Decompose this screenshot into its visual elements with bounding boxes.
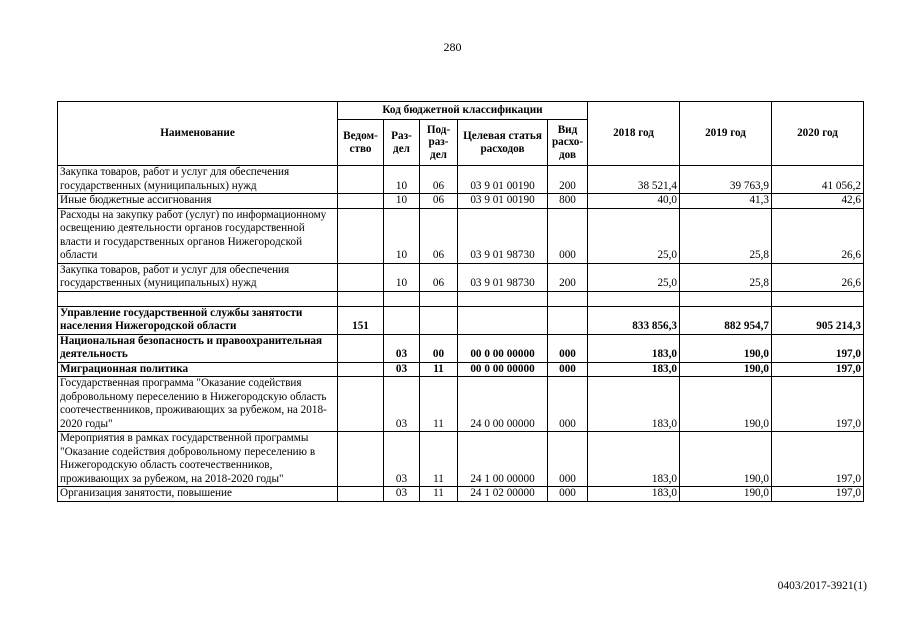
- header-expense-type: Вид расхо-дов: [548, 120, 588, 166]
- row-expense-type: 000: [548, 362, 588, 377]
- row-target-article: 03 9 01 00190: [458, 166, 548, 194]
- header-name: Наименование: [58, 102, 338, 166]
- row-vedomstvo: [338, 194, 384, 209]
- row-2020: 42,6: [772, 194, 864, 209]
- row-podrazdel: 11: [420, 362, 458, 377]
- row-target-article: 03 9 01 98730: [458, 263, 548, 291]
- row-podrazdel: 06: [420, 166, 458, 194]
- row-target-article: 24 1 02 00000: [458, 487, 548, 502]
- row-2019: 25,8: [680, 208, 772, 263]
- row-name: Закупка товаров, работ и услуг для обеспечения государственных (муниципальных) нужд: [58, 263, 338, 291]
- budget-table: [57, 101, 864, 502]
- row-podrazdel: 11: [420, 432, 458, 487]
- row-razdel: 03: [384, 334, 420, 362]
- row-2018: 183,0: [588, 334, 680, 362]
- row-2018: 25,0: [588, 263, 680, 291]
- table-row: [58, 362, 864, 377]
- row-2020: 197,0: [772, 334, 864, 362]
- table-row: [58, 334, 864, 362]
- table-row: [58, 487, 864, 502]
- row-expense-type: 000: [548, 208, 588, 263]
- row-razdel: 10: [384, 208, 420, 263]
- row-2018: 38 521,4: [588, 166, 680, 194]
- row-razdel: 03: [384, 432, 420, 487]
- row-podrazdel: 00: [420, 334, 458, 362]
- row-vedomstvo: 151: [338, 306, 384, 334]
- row-target-article: 03 9 01 00190: [458, 194, 548, 209]
- row-podrazdel: 06: [420, 194, 458, 209]
- row-2019: 190,0: [680, 362, 772, 377]
- row-vedomstvo: [338, 208, 384, 263]
- row-name: Мероприятия в рамках государственной программы "Оказание содействия добровольному переселению в Нижегородскую область соотечественников, проживающих за рубежом, на 2018-2020 годы": [58, 432, 338, 487]
- row-2020: 26,6: [772, 263, 864, 291]
- row-podrazdel: 11: [420, 377, 458, 432]
- row-2020: 41 056,2: [772, 166, 864, 194]
- row-2018: 183,0: [588, 377, 680, 432]
- table-row: [58, 432, 864, 487]
- row-expense-type: 000: [548, 334, 588, 362]
- table-row: [58, 194, 864, 209]
- row-vedomstvo: [338, 334, 384, 362]
- row-razdel: 10: [384, 194, 420, 209]
- header-2019: 2019 год: [680, 102, 772, 166]
- header-2018: 2018 год: [588, 102, 680, 166]
- row-2020: 905 214,3: [772, 306, 864, 334]
- header-2020: 2020 год: [772, 102, 864, 166]
- row-name: Расходы на закупку работ (услуг) по информационному освещению деятельности органов государственной власти и государственных органов Нижегородской области: [58, 208, 338, 263]
- table-row: [58, 263, 864, 291]
- row-razdel: 03: [384, 362, 420, 377]
- header-target-article: Целевая статья расходов: [458, 120, 548, 166]
- row-target-article: [458, 306, 548, 334]
- row-2019: 190,0: [680, 487, 772, 502]
- row-2019: 41,3: [680, 194, 772, 209]
- row-razdel: 10: [384, 263, 420, 291]
- row-expense-type: 200: [548, 263, 588, 291]
- header-kbk: Код бюджетной классификации: [338, 102, 588, 120]
- row-2019: 882 954,7: [680, 306, 772, 334]
- row-expense-type: 000: [548, 377, 588, 432]
- row-expense-type: 200: [548, 166, 588, 194]
- row-podrazdel: 11: [420, 487, 458, 502]
- row-podrazdel: 06: [420, 263, 458, 291]
- row-vedomstvo: [338, 166, 384, 194]
- row-vedomstvo: [338, 377, 384, 432]
- row-vedomstvo: [338, 432, 384, 487]
- row-target-article: 03 9 01 98730: [458, 208, 548, 263]
- header-podrazdel: Под-раз-дел: [420, 120, 458, 166]
- row-target-article: 00 0 00 00000: [458, 334, 548, 362]
- row-name: Организация занятости, повышение: [58, 487, 338, 502]
- row-vedomstvo: [338, 263, 384, 291]
- row-2020: 197,0: [772, 432, 864, 487]
- row-podrazdel: [420, 306, 458, 334]
- document-code: 0403/2017-3921(1): [777, 580, 867, 592]
- row-vedomstvo: [338, 487, 384, 502]
- row-target-article: 24 1 00 00000: [458, 432, 548, 487]
- row-2018: 183,0: [588, 432, 680, 487]
- row-2020: 197,0: [772, 362, 864, 377]
- row-name: Закупка товаров, работ и услуг для обеспечения государственных (муниципальных) нужд: [58, 166, 338, 194]
- row-2019: 190,0: [680, 377, 772, 432]
- row-vedomstvo: [338, 362, 384, 377]
- row-2018: 833 856,3: [588, 306, 680, 334]
- row-expense-type: 000: [548, 487, 588, 502]
- row-2019: 190,0: [680, 432, 772, 487]
- row-target-article: 24 0 00 00000: [458, 377, 548, 432]
- row-2018: 25,0: [588, 208, 680, 263]
- row-razdel: [384, 306, 420, 334]
- row-name: Национальная безопасность и правоохранительная деятельность: [58, 334, 338, 362]
- table-row: [58, 377, 864, 432]
- table-row: [58, 208, 864, 263]
- row-name: Иные бюджетные ассигнования: [58, 194, 338, 209]
- table-row: [58, 306, 864, 334]
- empty-row: [58, 291, 864, 306]
- row-2018: 40,0: [588, 194, 680, 209]
- row-name: Миграционная политика: [58, 362, 338, 377]
- row-razdel: 10: [384, 166, 420, 194]
- row-podrazdel: 06: [420, 208, 458, 263]
- row-2018: 183,0: [588, 362, 680, 377]
- row-target-article: 00 0 00 00000: [458, 362, 548, 377]
- row-2019: 39 763,9: [680, 166, 772, 194]
- row-2019: 25,8: [680, 263, 772, 291]
- row-2019: 190,0: [680, 334, 772, 362]
- header-razdel: Раз-дел: [384, 120, 420, 166]
- header-vedomstvo: Ведом-ство: [338, 120, 384, 166]
- row-name: Государственная программа "Оказание содействия добровольному переселению в Нижегородскую область соотечественников, проживающих за рубежом, на 2018-2020 годы": [58, 377, 338, 432]
- row-2020: 197,0: [772, 487, 864, 502]
- row-2020: 197,0: [772, 377, 864, 432]
- page-number: 280: [443, 40, 462, 54]
- row-2020: 26,6: [772, 208, 864, 263]
- table-row: [58, 166, 864, 194]
- row-razdel: 03: [384, 377, 420, 432]
- row-expense-type: [548, 306, 588, 334]
- row-2018: 183,0: [588, 487, 680, 502]
- row-expense-type: 800: [548, 194, 588, 209]
- row-razdel: 03: [384, 487, 420, 502]
- row-expense-type: 000: [548, 432, 588, 487]
- row-name: Управление государственной службы занятости населения Нижегородской области: [58, 306, 338, 334]
